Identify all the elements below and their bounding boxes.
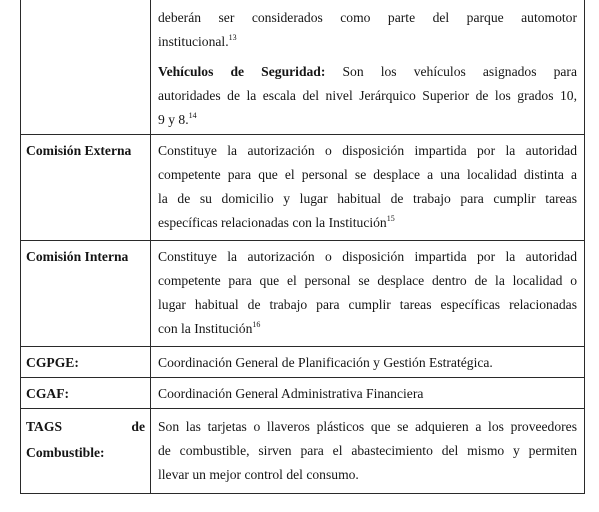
table-row-vehiculos (21, 0, 585, 135)
definition-line: Coordinación General de Planificación y Gestión Estratégica. (158, 355, 493, 370)
definition-cell (151, 378, 585, 409)
table-row-cgpge (21, 347, 585, 378)
definition-line: lugar habitual de trabajo para cumplir tareas específicas relacionadas (158, 297, 577, 312)
definition-cell (151, 241, 585, 347)
table-row-comision-interna (21, 241, 585, 347)
definition-line: de combustible, sirven para el abastecimiento del mismo y permiten (158, 443, 577, 458)
table-row-cgaf (21, 378, 585, 409)
definition-line: competente para que el personal se desplace a una localidad distinta a (158, 167, 577, 182)
term-cell (21, 347, 151, 378)
definition-cell (151, 135, 585, 241)
term-label: CGPGE: (26, 355, 79, 370)
definition-line: institucional.$^{13}$ (158, 33, 237, 49)
term-cell (21, 409, 151, 494)
definition-line: deberán ser considerados como parte del parque automotor (158, 10, 577, 25)
definition-cell (151, 0, 585, 135)
definition-cell (151, 409, 585, 494)
definition-line: llevar un mejor control del consumo. (158, 467, 359, 482)
definition-line: Constituye la autorización o disposición impartida por la autoridad (158, 249, 577, 264)
term-label: Combustible: (26, 445, 105, 460)
definition-line: con la Institución$^{16}$ (158, 320, 261, 336)
footnote-ref: 14 (188, 111, 197, 120)
term-cell (21, 378, 151, 409)
definition-line: Son las tarjetas o llaveros plásticos que se adquieren a los proveedores (158, 419, 577, 434)
definition-line: la de su domicilio y lugar habitual de trabajo para cumplir tareas (158, 191, 577, 206)
term-label: Comisión Externa (26, 143, 132, 158)
table-row-tags (21, 409, 585, 494)
definition-line: Vehículos de Seguridad: Son los vehículos asignados para (158, 64, 577, 79)
term-label: TAGS (26, 419, 63, 434)
definition-label: Vehículos de Seguridad: (158, 64, 326, 79)
term-label: Comisión Interna (26, 249, 129, 264)
definition-line: específicas relacionadas con la Institución$^{15}$ (158, 214, 395, 230)
footnote-ref: 13 (228, 33, 237, 42)
term-cell (21, 241, 151, 347)
definition-line: Constituye la autorización o disposición impartida por la autoridad (158, 143, 577, 158)
term-cell (21, 135, 151, 241)
term-cell-empty (21, 0, 151, 135)
definition-cell (151, 347, 585, 378)
definition-line: autoridades de la escala del nivel Jerárquico Superior de los grados 10, (158, 88, 577, 103)
table-row-comision-externa (21, 135, 585, 241)
footnote-ref: 15 (386, 214, 395, 223)
definition-line: competente para que el personal se desplace dentro de la localidad o (158, 273, 577, 288)
definitions-table (20, 0, 585, 494)
definition-line: Coordinación General Administrativa Financiera (158, 386, 424, 401)
term-label: CGAF: (26, 386, 70, 401)
footnote-ref: 16 (252, 320, 261, 329)
definition-line: 9 y 8.14 (158, 111, 197, 127)
term-label: de (131, 419, 145, 434)
